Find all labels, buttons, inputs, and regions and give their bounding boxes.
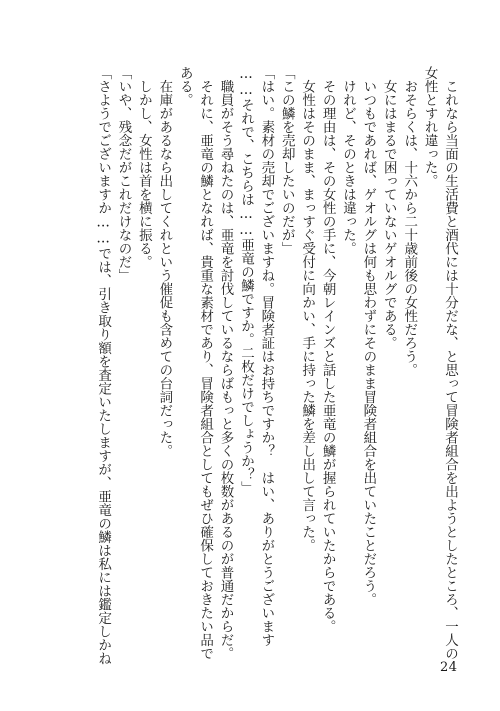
text-line: 「この鱗を売却したいのだが」: [278, 66, 295, 255]
text-line: ……それで、こちらは……亜竜の鱗ですか。二枚だけでしょうか？」: [237, 66, 254, 495]
text-line: しかし、女性は首を横に振る。: [135, 66, 152, 269]
text-line: 在庫があるなら出してくれという催促も含めての台詞だった。: [156, 66, 173, 458]
text-line: 女にはまるで困っていないゲオルグである。: [380, 66, 397, 350]
text-line: 職員がそう尋ねたのは、亜竜を討伐しているならばもっと多くの枚数があるのが普通だからだ。: [217, 66, 234, 660]
text-line: これなら当面の生活費と酒代には十分だな、と思って冒険者組合を出ようとしたところ、一人の: [442, 66, 458, 660]
text-line: けれど、そのときは違った。: [339, 66, 356, 255]
text-line: その理由は、その女性の手に、今朝レインズと話した亜竜の鱗が握られていたからである。: [319, 66, 336, 633]
text-line: 女性とすれ違った。: [421, 66, 438, 188]
text-line: いつもであれば、ゲオルグは何も思わずにそのまま冒険者組合を出ていたことだろう。: [360, 66, 377, 606]
text-line: 「いや、残念だがこれだけなのだ」: [115, 66, 132, 282]
page-number: 24: [440, 660, 458, 675]
text-line: おそらくは、十六から二十歳前後の女性だろう。: [401, 66, 418, 377]
text-line: 「はい。素材の売却でございますね。冒険者証はお持ちですか？ はい、ありがとうございます: [258, 66, 275, 647]
text-line: ある。: [176, 66, 193, 107]
vertical-text-block: [93, 66, 460, 665]
text-line: それに、亜竜の鱗となれば、貴重な素材であり、冒険者組合としてもぜひ確保しておきたい品で: [197, 66, 214, 660]
text-line: 女性はそのまま、まっすぐ受付に向かい、手に持った鱗を差し出して言った。: [299, 66, 316, 552]
text-line: 「さようでございますか……では、引き取り額を査定いたしますが、亜竜の鱗は私には鑑定しかね: [95, 66, 112, 665]
